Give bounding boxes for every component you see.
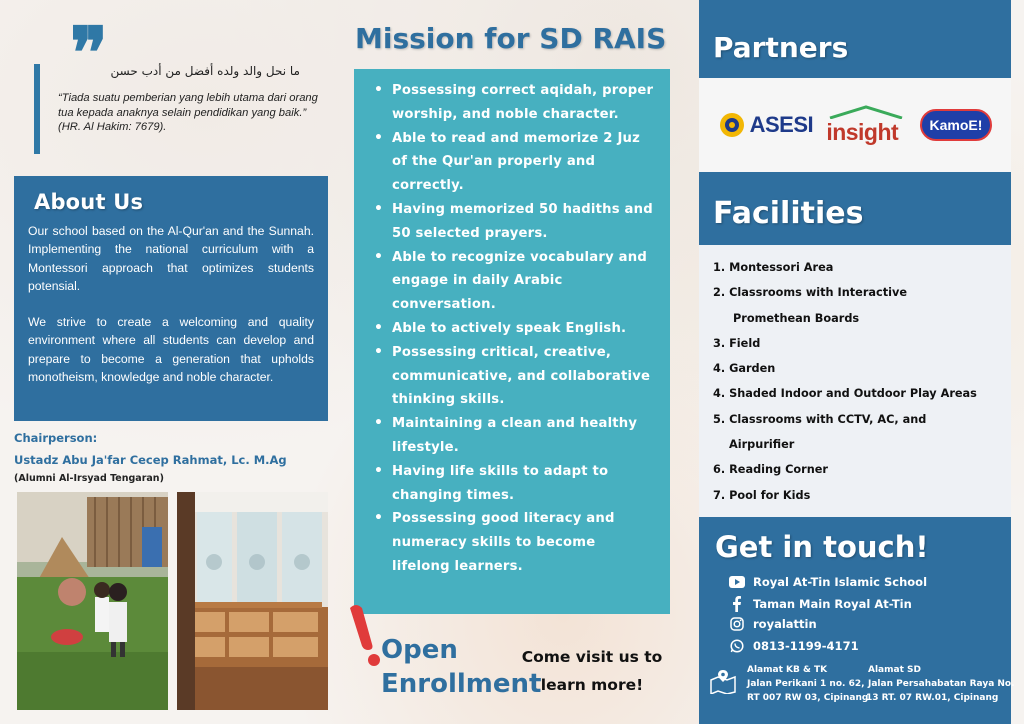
partners-title: Partners — [713, 31, 849, 64]
about-paragraph-1: Our school based on the Al-Qur'an and the Sunnah. Implementing the national curriculum with a Montessori approach that optimizes students potensial. — [28, 224, 314, 293]
open-enrollment-line1: Open — [381, 635, 458, 665]
facility-item: 6. Reading Corner — [713, 463, 828, 477]
asesi-logo — [718, 111, 814, 139]
about-title: About Us — [34, 190, 144, 214]
mission-item: • Possessing correct aqidah, proper worship, and noble character. — [372, 79, 656, 127]
facility-item: 4. Shaded Indoor and Outdoor Play Areas — [713, 387, 977, 401]
youtube-icon — [729, 574, 745, 590]
address-sd-line1: Jalan Persahabatan Raya No. — [868, 679, 1015, 689]
address-kb-tk — [747, 663, 868, 705]
quote-bar — [34, 64, 40, 154]
address-sd-line2: 13 RT. 07 RW.01, Cipinang — [866, 693, 999, 703]
whatsapp-label: 0813-1199-4171 — [753, 639, 859, 653]
whatsapp-contact[interactable] — [729, 638, 859, 654]
classroom-photo — [177, 492, 328, 710]
playground-photo — [17, 492, 168, 710]
mission-item: • Able to recognize vocabulary and engage in daily Arabic conversation. — [372, 246, 656, 317]
instagram-icon — [729, 616, 745, 632]
mission-item: • Having life skills to adapt to changing times. — [372, 460, 656, 508]
address-sd-label: Alamat SD — [868, 665, 921, 675]
facilities-list — [699, 245, 1011, 517]
chairperson-name: Ustadz Abu Ja'far Cecep Rahmat, Lc. M.Ag — [14, 453, 287, 467]
exclamation-icon — [344, 600, 384, 670]
facebook-label: Taman Main Royal At-Tin — [753, 597, 912, 611]
visit-text — [512, 643, 672, 699]
about-section — [14, 176, 328, 421]
contact-title: Get in touch! — [715, 530, 929, 564]
chairperson-alumni: (Alumni Al-Irsyad Tengaran) — [14, 473, 164, 484]
visit-line1: Come visit us to — [521, 648, 663, 666]
facilities-title: Facilities — [713, 196, 864, 231]
facility-item: 5. Classrooms with CCTV, AC, and — [713, 412, 927, 426]
mission-list-box — [354, 69, 670, 614]
mission-item: • Able to read and memorize 2 Juz of the Qur'an properly and correctly. — [372, 127, 656, 198]
address-kb-line2: RT 007 RW 03, Cipinang — [747, 693, 869, 703]
address-sd — [866, 663, 1015, 705]
chairperson-label: Chairperson: — [14, 431, 98, 445]
insight-logo — [826, 105, 906, 146]
instagram-contact[interactable] — [729, 616, 817, 632]
facility-item: 4. Garden — [713, 362, 776, 376]
map-icon — [709, 668, 737, 694]
mission-title: Mission for SD RAIS — [355, 22, 667, 55]
facility-item: 2. Classrooms with Interactive — [713, 286, 908, 300]
mission-item: • Possessing critical, creative, communicative, and collaborative thinking skills. — [372, 341, 656, 412]
mission-item: • Possessing good literacy and numeracy skills to become lifelong learners. — [372, 507, 656, 578]
quote-arabic: ما نحل والد ولده أفضل من أدب حسن — [110, 64, 300, 78]
insight-logo-text: insight — [826, 118, 899, 145]
visit-line2: learn more! — [540, 676, 644, 694]
facility-item: 3. Field — [713, 336, 761, 350]
mission-item: • Able to actively speak English. — [372, 317, 656, 341]
whatsapp-icon — [729, 638, 745, 654]
quote-icon: ❞ — [70, 11, 108, 94]
quote-text: “Tiada suatu pemberian yang lebih utama dari orang tua kepada anaknya selain pendidikan yang baik.” — [58, 92, 318, 119]
instagram-label: royalattin — [753, 617, 817, 631]
youtube-label: Royal At-Tin Islamic School — [753, 575, 928, 589]
partners-logos — [699, 78, 1011, 172]
youtube-contact[interactable] — [729, 574, 927, 590]
kamoe-logo: KamoE! — [920, 109, 993, 141]
facility-item: 7. Pool for Kids — [713, 488, 811, 502]
insight-roof-icon — [826, 105, 906, 119]
facebook-icon — [729, 596, 745, 612]
mission-item: • Having memorized 50 hadiths and 50 selected prayers. — [372, 198, 656, 246]
about-paragraph-2: We strive to create a welcoming and quality environment where all students can develop and prepare to become a generation that upholds monotheism, knowledge and noble character. — [28, 315, 314, 385]
quote-block — [58, 91, 320, 135]
mission-list — [372, 79, 656, 579]
facility-item: 1. Montessori Area — [713, 261, 834, 274]
quote-source: (HR. Al Hakim: 7679). — [58, 121, 167, 133]
facebook-contact[interactable] — [729, 596, 912, 612]
open-enrollment-line2: Enrollment — [381, 669, 542, 699]
facility-item: Airpurifier — [729, 438, 795, 452]
address-kb-label: Alamat KB & TK — [747, 665, 828, 675]
asesi-emblem-icon — [718, 111, 746, 139]
mission-item: • Maintaining a clean and healthy lifestyle. — [372, 412, 656, 460]
facility-item: Promethean Boards — [733, 311, 860, 325]
address-kb-line1: Jalan Perikani 1 no. 62, — [747, 679, 865, 689]
asesi-logo-text: ASESI — [749, 112, 814, 137]
